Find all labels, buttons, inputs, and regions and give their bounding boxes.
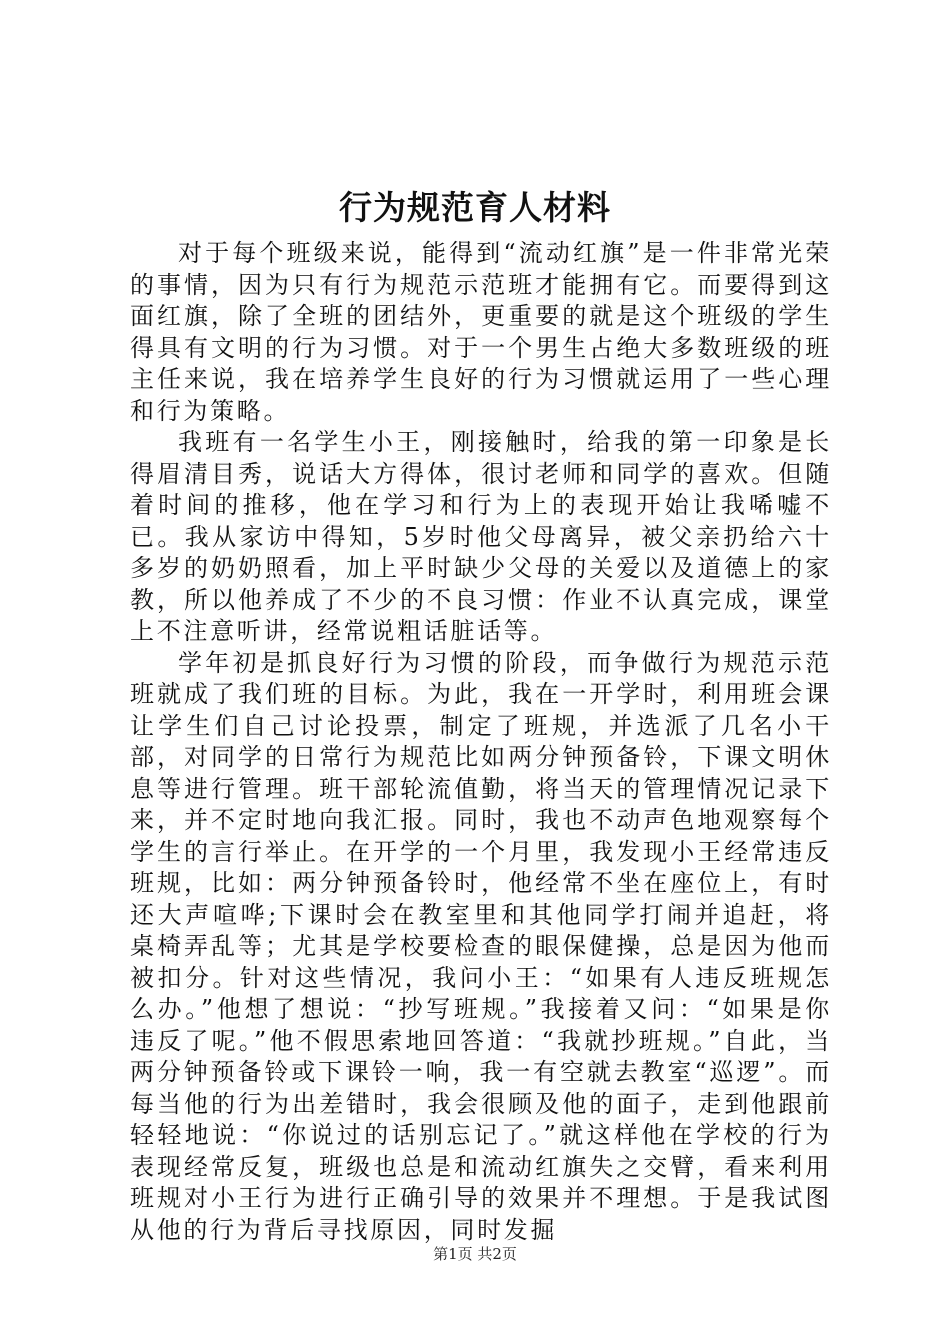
paragraph-2: 我班有一名学生小王，刚接触时，给我的第一印象是长得眉清目秀，说话大方得体，很讨老师和同学的喜欢。但随着时间的推移，他在学习和行为上的表现开始让我唏嘘不已。我从家访中得知，5岁时他父母离异，被父亲扔给六十多岁的奶奶照看，加上平时缺少父母的关爱以及道德上的家教，所以他养成了不少的不良习惯：作业不认真完成，课堂上不注意听讲，经常说粗话脏话等。 xyxy=(130,428,832,645)
document-body xyxy=(130,238,832,1246)
paragraph-3: 学年初是抓良好行为习惯的阶段，而争做行为规范示范班就成了我们班的目标。为此，我在一开学时，利用班会课让学生们自己讨论投票，制定了班规，并选派了几名小干部，对同学的日常行为规范比如两分钟预备铃，下课文明休息等进行管理。班干部轮流值勤，将当天的管理情况记录下来，并不定时地向我汇报。同时，我也不动声色地观察每个学生的言行举止。在开学的一个月里，我发现小王经常违反班规，比如：两分钟预备铃时，他经常不坐在座位上，有时还大声喧哗;下课时会在教室里和其他同学打闹并追赶，将桌椅弄乱等；尤其是学校要检查的眼保健操，总是因为他而被扣分。针对这些情况，我问小王：“如果有人违反班规怎么办。”他想了想说：“抄写班规。”我接着又问：“如果是你违反了呢。”他不假思索地回答道：“我就抄班规。”自此，当两分钟预备铃或下课铃一响，我一有空就去教室“巡逻”。而每当他的行为出差错时，我会很顾及他的面子，走到他跟前轻轻地说：“你说过的话别忘记了。”就这样他在学校的行为表现经常反复，班级也总是和流动红旗失之交臂，看来利用班规对小王行为进行正确引导的效果并不理想。于是我试图从他的行为背后寻找原因，同时发掘 xyxy=(130,648,832,1244)
document-title: 行为规范育人材料 xyxy=(339,188,611,227)
paragraph-1: 对于每个班级来说，能得到“流动红旗”是一件非常光荣的事情，因为只有行为规范示范班才能拥有它。而要得到这面红旗，除了全班的团结外，更重要的就是这个班级的学生得具有文明的行为习惯。对于一个男生占绝大多数班级的班主任来说，我在培养学生良好的行为习惯就运用了一些心理和行为策略。 xyxy=(130,239,832,425)
page-number-footer: 第1页 共2页 xyxy=(433,1245,517,1263)
